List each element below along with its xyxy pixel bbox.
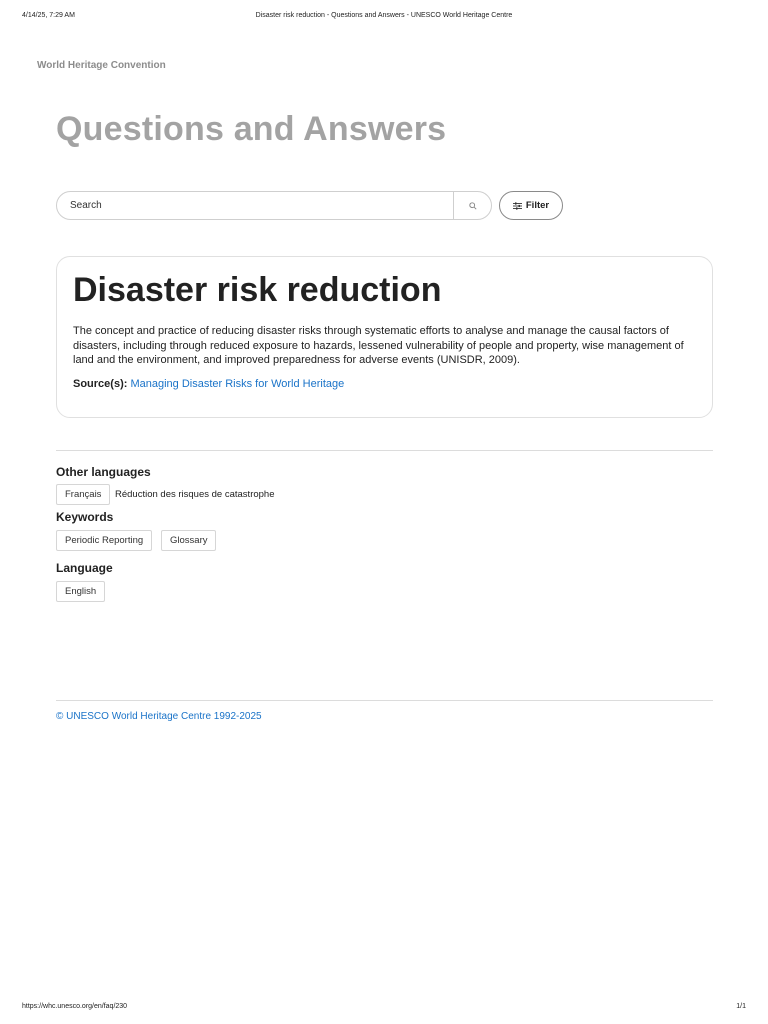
filter-button[interactable] — [499, 191, 563, 220]
faq-entry-card — [56, 256, 713, 418]
print-footer — [0, 1003, 768, 1013]
keywords-heading: Keywords — [56, 510, 114, 524]
language-heading: Language — [56, 561, 113, 575]
filter-label: Filter — [525, 200, 550, 211]
search-icon — [469, 202, 477, 210]
other-languages-heading: Other languages — [56, 465, 151, 479]
search-bar — [56, 191, 492, 220]
site-brand[interactable]: World Heritage Convention — [37, 60, 166, 71]
source-link[interactable]: Managing Disaster Risks for World Heritage — [130, 378, 345, 390]
sliders-icon — [513, 202, 522, 210]
entry-source — [73, 378, 344, 390]
copyright-link[interactable]: © UNESCO World Heritage Centre 1992-2025 — [56, 711, 262, 722]
print-url: https://whc.unesco.org/en/faq/230 — [22, 1003, 128, 1010]
translated-title: Réduction des risques de catastrophe — [115, 489, 275, 500]
language-tag-francais[interactable]: Français — [56, 484, 110, 505]
print-page-title: Disaster risk reduction - Questions and Answers - UNESCO World Heritage Centre — [255, 12, 513, 19]
source-label: Source(s): — [73, 378, 128, 390]
print-page-number: 1/1 — [736, 1003, 746, 1010]
page-title: Questions and Answers — [56, 110, 447, 148]
section-divider — [56, 450, 713, 451]
keyword-tag-periodic-reporting[interactable]: Periodic Reporting — [56, 530, 152, 551]
search-button[interactable] — [453, 192, 491, 219]
keyword-tag-glossary[interactable]: Glossary — [161, 530, 216, 551]
print-header — [0, 12, 768, 22]
print-date: 4/14/25, 7:29 AM — [22, 12, 75, 19]
search-input[interactable] — [57, 192, 454, 219]
entry-title: Disaster risk reduction — [73, 271, 442, 309]
language-tag-english[interactable]: English — [56, 581, 105, 602]
entry-description: The concept and practice of reducing disaster risks through systematic efforts to analyse and manage the causal factors of disasters, including through reduced exposure to hazards, lessened vulnerability of people and property, wise management of land and the environment, and improved preparedness for adverse events (UNISDR, 2009). — [73, 325, 684, 366]
footer-divider — [56, 700, 713, 701]
